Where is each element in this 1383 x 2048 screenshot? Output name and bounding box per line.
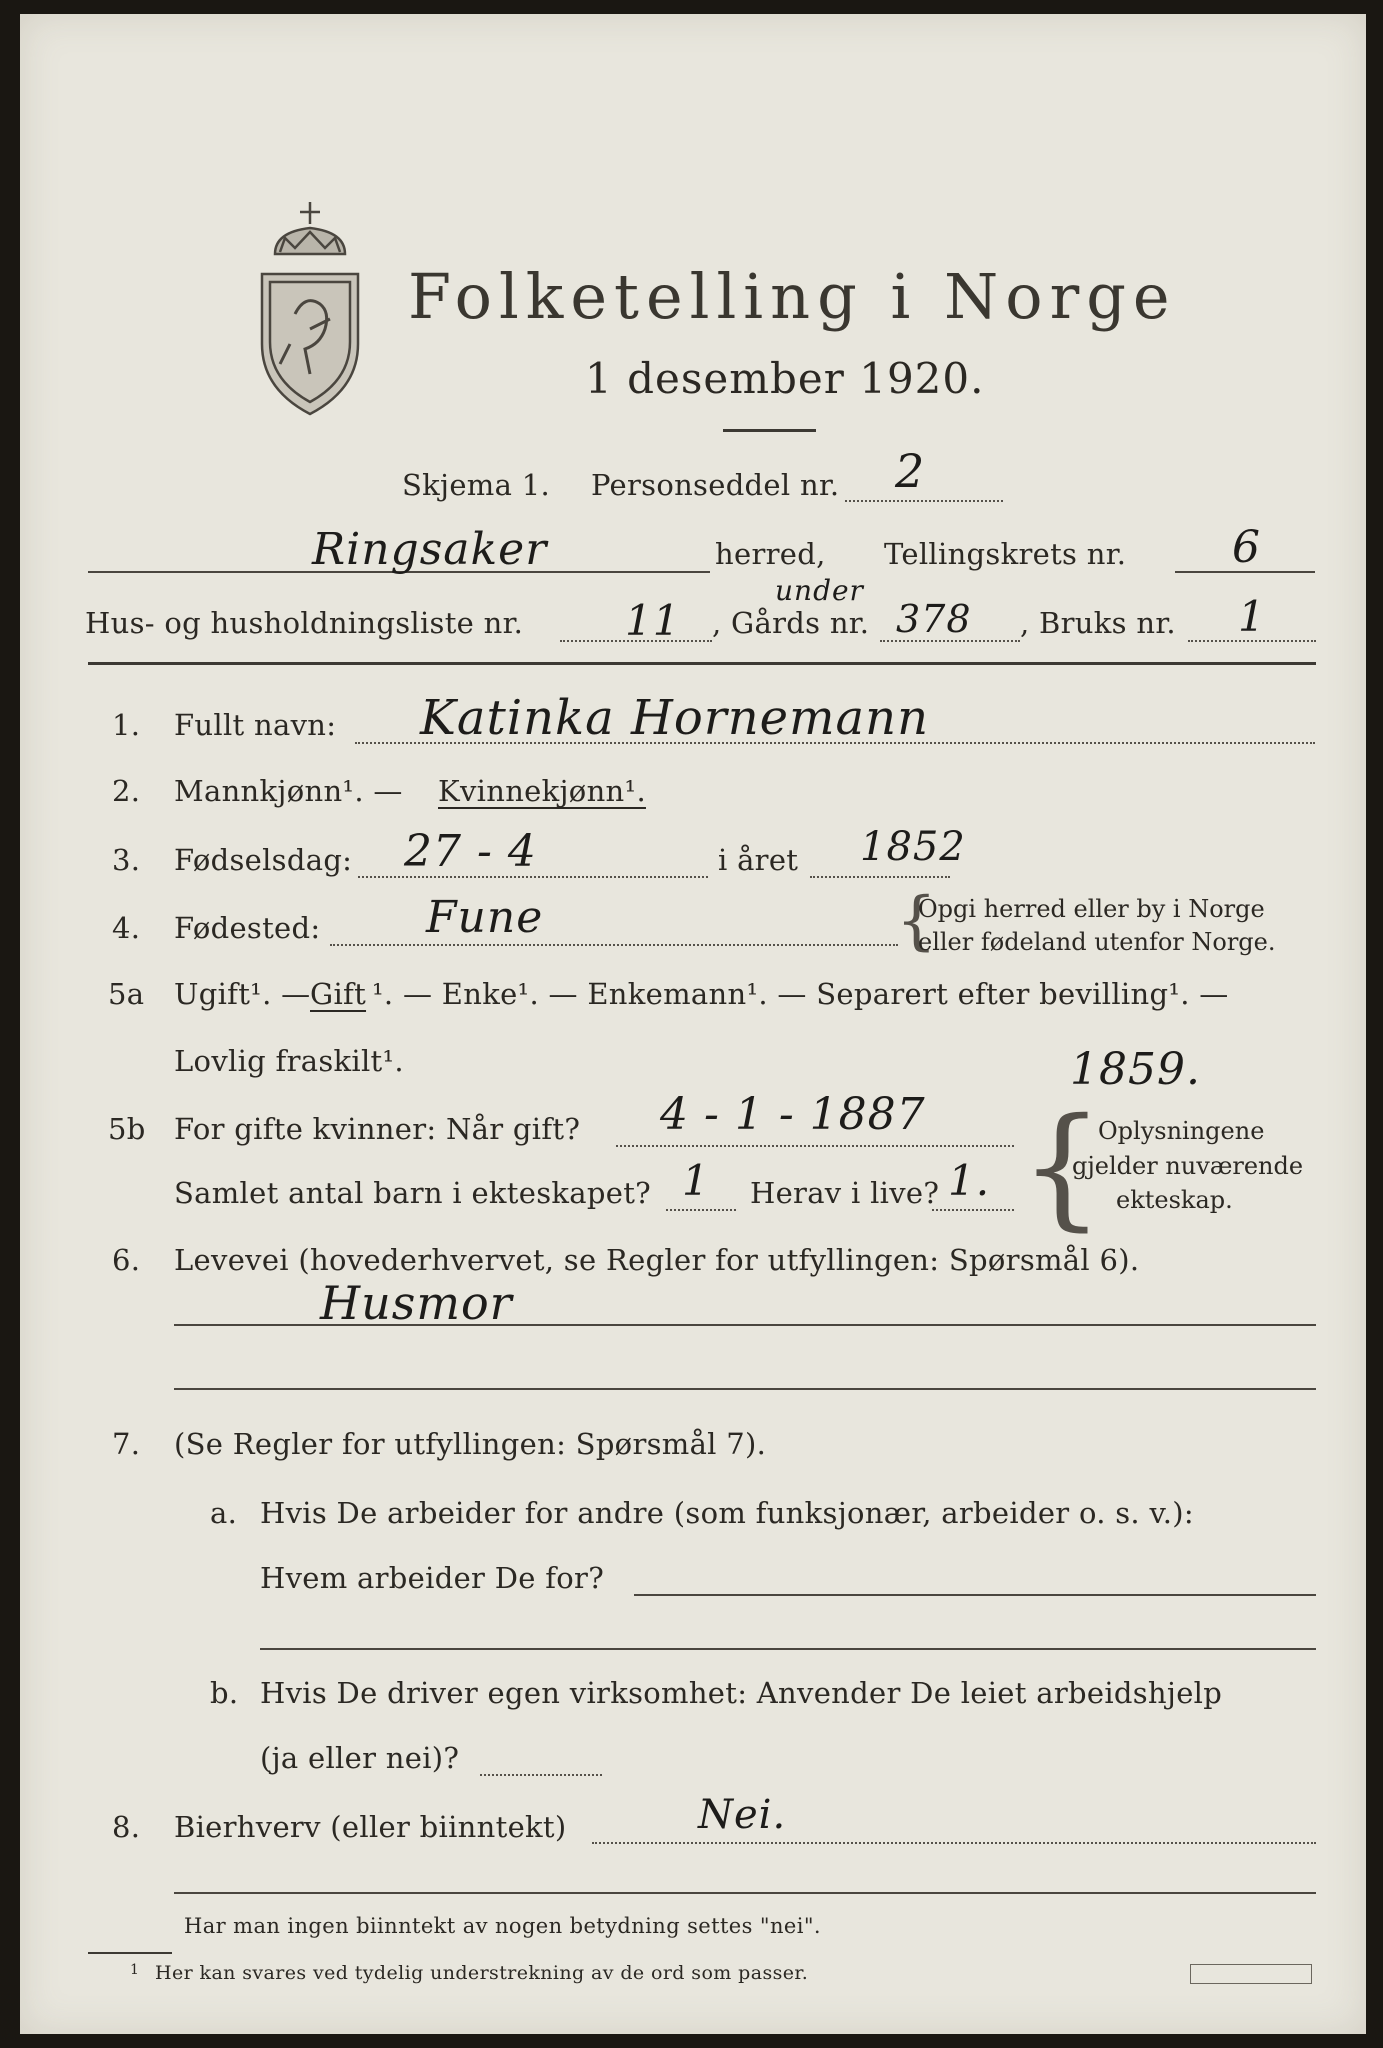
personseddel-label: Personseddel nr. [591, 468, 840, 502]
side-income-field[interactable] [592, 1842, 1316, 1844]
census-form [20, 14, 1366, 2034]
nei-note: Har man ingen biinntekt av nogen betydning settes "nei". [184, 1914, 821, 1938]
q3-number: 3. [112, 843, 141, 877]
personseddel-value: 2 [895, 444, 926, 498]
q4-note-line1: Opgi herred eller by i Norge [918, 895, 1265, 923]
q5a-number: 5a [108, 977, 145, 1011]
personseddel-field[interactable] [845, 500, 1003, 502]
hired-help-field[interactable] [480, 1774, 602, 1776]
birth-year-label: i året [718, 843, 799, 877]
hus-value: 11 [625, 596, 681, 645]
tellingskrets-label: Tellingskrets nr. [884, 537, 1127, 571]
gards-label: , Gårds nr. [712, 606, 870, 640]
q4-note-line2: eller fødeland utenfor Norge. [918, 928, 1276, 956]
alive-field[interactable] [932, 1209, 1014, 1211]
children-field[interactable] [666, 1209, 736, 1211]
q7a-question: Hvem arbeider De for? [260, 1561, 605, 1595]
occupation-value: Husmor [320, 1276, 513, 1330]
q8-label: Bierhverv (eller biinntekt) [174, 1810, 567, 1844]
margin-note: 1859. [1070, 1044, 1201, 1095]
fraskilt-option[interactable]: Lovlig fraskilt¹. [174, 1044, 404, 1078]
full-name-value: Katinka Hornemann [420, 690, 929, 746]
q7-label: (Se Regler for utfyllingen: Spørsmål 7). [174, 1427, 767, 1461]
q5b-brace: { [1020, 1090, 1104, 1244]
side-income-value: Nei. [698, 1792, 787, 1838]
bruks-label: , Bruks nr. [1020, 606, 1176, 640]
alive-value: 1. [948, 1156, 991, 1205]
q8-number: 8. [112, 1810, 141, 1844]
header-divider [88, 662, 1316, 665]
gift-option[interactable]: Gift [310, 977, 367, 1011]
birth-year-field[interactable] [810, 876, 950, 878]
form-title: Folketelling i Norge [408, 260, 1177, 333]
footnote-divider [88, 1952, 172, 1954]
gards-note: under [775, 574, 864, 607]
q4-label: Fødested: [174, 911, 321, 945]
q4-number: 4. [112, 911, 141, 945]
coat-of-arms-icon [250, 194, 370, 419]
side-income-field-2[interactable] [174, 1892, 1316, 1894]
ugift-option[interactable]: Ugift¹. — [174, 977, 311, 1011]
employer-field-2[interactable] [260, 1648, 1316, 1650]
q7-number: 7. [112, 1427, 141, 1461]
title-divider [723, 429, 816, 432]
form-date: 1 desember 1920. [585, 354, 985, 403]
employer-field[interactable] [634, 1594, 1316, 1596]
occupation-field-2[interactable] [174, 1388, 1316, 1390]
married-when-field[interactable] [616, 1145, 1014, 1147]
alive-label: Herav i live? [750, 1176, 940, 1210]
children-value: 1 [682, 1156, 710, 1205]
q7b-label: Hvis De driver egen virksomhet: Anvender De leiet arbeidshjelp [260, 1676, 1223, 1710]
q7a-label: Hvis De arbeider for andre (som funksjonær, arbeider o. s. v.): [260, 1496, 1194, 1530]
q7a-letter: a. [210, 1496, 238, 1530]
q5b-note-line3: ekteskap. [1116, 1186, 1233, 1214]
bruks-value: 1 [1238, 592, 1266, 641]
male-option[interactable]: Mannkjønn¹. — [174, 774, 403, 808]
q4-brace: { [896, 884, 937, 958]
q1-label: Fullt navn: [174, 708, 337, 742]
q7b-question: (ja eller nei)? [260, 1741, 460, 1775]
birth-year-value: 1852 [860, 824, 966, 870]
birthplace-field[interactable] [330, 944, 898, 946]
q7b-letter: b. [210, 1676, 239, 1710]
tellingskrets-value: 6 [1232, 522, 1261, 573]
hus-label: Hus- og husholdningsliste nr. [85, 606, 524, 640]
birthplace-value: Fune [426, 892, 544, 943]
q5b-note-line1: Oplysningene [1098, 1117, 1265, 1145]
q3-label: Fødselsdag: [174, 843, 353, 877]
children-label: Samlet antal barn i ekteskapet? [174, 1176, 651, 1210]
q6-label: Levevei (hovederhvervet, se Regler for utfyllingen: Spørsmål 6). [174, 1243, 1140, 1277]
marital-other-options: ¹. — Enke¹. — Enkemann¹. — Separert efter bevilling¹. — [372, 977, 1229, 1011]
gards-value: 378 [896, 597, 972, 641]
birthday-value: 27 - 4 [404, 826, 537, 877]
herred-label: herred, [715, 537, 826, 571]
q5b-note-line2: gjelder nuværende [1072, 1152, 1304, 1180]
q1-number: 1. [112, 708, 141, 742]
married-when-label: For gifte kvinner: Når gift? [174, 1112, 581, 1146]
herred-value: Ringsaker [312, 524, 548, 575]
female-option[interactable]: Kvinnekjønn¹. [438, 774, 646, 808]
q6-number: 6. [112, 1243, 141, 1277]
q5b-number: 5b [108, 1112, 146, 1146]
married-when-value: 4 - 1 - 1887 [660, 1089, 926, 1140]
printer-stamp [1190, 1964, 1312, 1984]
q2-number: 2. [112, 774, 141, 808]
skjema-label: Skjema 1. [402, 468, 550, 502]
footnote-text: Her kan svares ved tydelig understrekning av de ord som passer. [155, 1962, 809, 1984]
footnote-mark: 1 [130, 1962, 140, 1978]
